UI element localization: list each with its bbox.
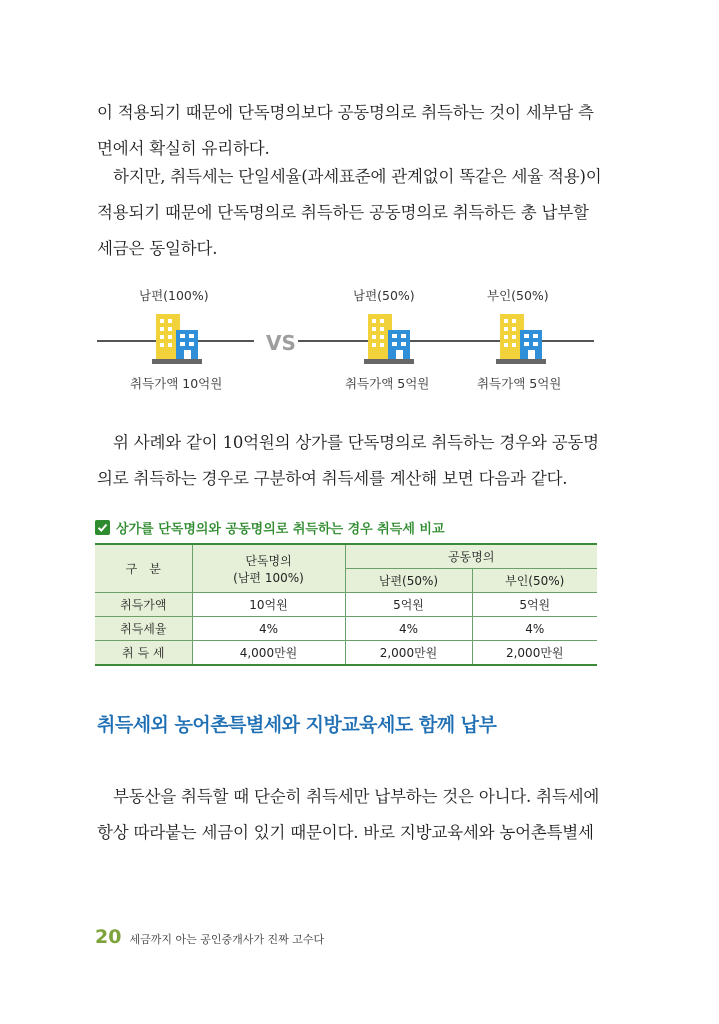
single-owner-label: 남편(100%) [139, 288, 209, 303]
building-icon [494, 312, 548, 364]
cell-single: 10억원 [192, 593, 345, 617]
paragraph-line: 의로 취득하는 경우로 구분하여 취득세를 계산해 보면 다음과 같다. [97, 469, 568, 488]
header-joint: 공동명의 [345, 544, 597, 569]
table-row [95, 617, 597, 641]
row-label: 취득세율 [95, 617, 192, 641]
paragraph-line: 항상 따라붙는 세금이 있기 때문이다. 바로 지방교육세와 농어촌특별세 [97, 823, 594, 842]
section-heading: 취득세외 농어촌특별세와 지방교육세도 함께 납부 [97, 714, 497, 736]
table-row [95, 593, 597, 617]
header-single [192, 544, 345, 593]
cell-wife: 2,000만원 [472, 641, 597, 666]
paragraph-line: 부동산을 취득할 때 단순히 취득세만 납부하는 것은 아니다. 취득세에 [113, 787, 600, 806]
header-single-line1: 단독명의 [245, 553, 292, 568]
cell-husband: 5억원 [345, 593, 472, 617]
table-title [95, 518, 445, 537]
header-joint-husband: 남편(50%) [345, 569, 472, 593]
tax-comparison-table [95, 543, 597, 666]
table-row [95, 641, 597, 666]
paragraph-line: 적용되기 때문에 단독명의로 취득하든 공동명의로 취득하든 총 납부할 [97, 203, 589, 222]
paragraph-line: 세금은 동일하다. [97, 239, 218, 258]
cell-husband: 2,000만원 [345, 641, 472, 666]
paragraph-1 [97, 95, 617, 167]
building-icon [150, 312, 204, 364]
divider-line [298, 340, 594, 342]
row-label: 취 득 세 [95, 641, 192, 666]
cell-single: 4,000만원 [192, 641, 345, 666]
table-title-text: 상가를 단독명의와 공동명의로 취득하는 경우 취득세 비교 [116, 522, 445, 537]
paragraph-2 [97, 159, 617, 267]
building-icon [362, 312, 416, 364]
paragraph-4 [97, 779, 617, 851]
joint-wife-price-label: 취득가액 5억원 [477, 376, 562, 391]
paragraph-line: 하지만, 취득세는 단일세율(과세표준에 관계없이 똑같은 세율 적용)이 [113, 167, 602, 186]
joint-husband-owner-label: 남편(50%) [353, 288, 415, 303]
joint-husband-price-label: 취득가액 5억원 [345, 376, 430, 391]
joint-wife-owner-label: 부인(50%) [487, 288, 549, 303]
single-price-label: 취득가액 10억원 [130, 376, 223, 391]
vs-label: VS [266, 331, 296, 355]
header-single-line2: (남편 100%) [233, 570, 304, 585]
cell-husband: 4% [345, 617, 472, 641]
page-footer [95, 926, 324, 948]
page-number: 20 [95, 926, 122, 948]
header-joint-wife: 부인(50%) [472, 569, 597, 593]
book-title: 세금까지 아는 공인중개사가 진짜 고수다 [129, 933, 325, 946]
cell-wife: 4% [472, 617, 597, 641]
paragraph-line: 면에서 확실히 유리하다. [97, 139, 270, 158]
header-category: 구 분 [95, 544, 192, 593]
paragraph-3 [97, 425, 617, 497]
paragraph-line: 위 사례와 같이 10억원의 상가를 단독명의로 취득하는 경우와 공동명 [113, 433, 599, 452]
paragraph-line: 이 적용되기 때문에 단독명의보다 공동명의로 취득하는 것이 세부담 측 [97, 103, 594, 122]
cell-wife: 5억원 [472, 593, 597, 617]
row-label: 취득가액 [95, 593, 192, 617]
cell-single: 4% [192, 617, 345, 641]
checkbox-icon [95, 520, 110, 535]
